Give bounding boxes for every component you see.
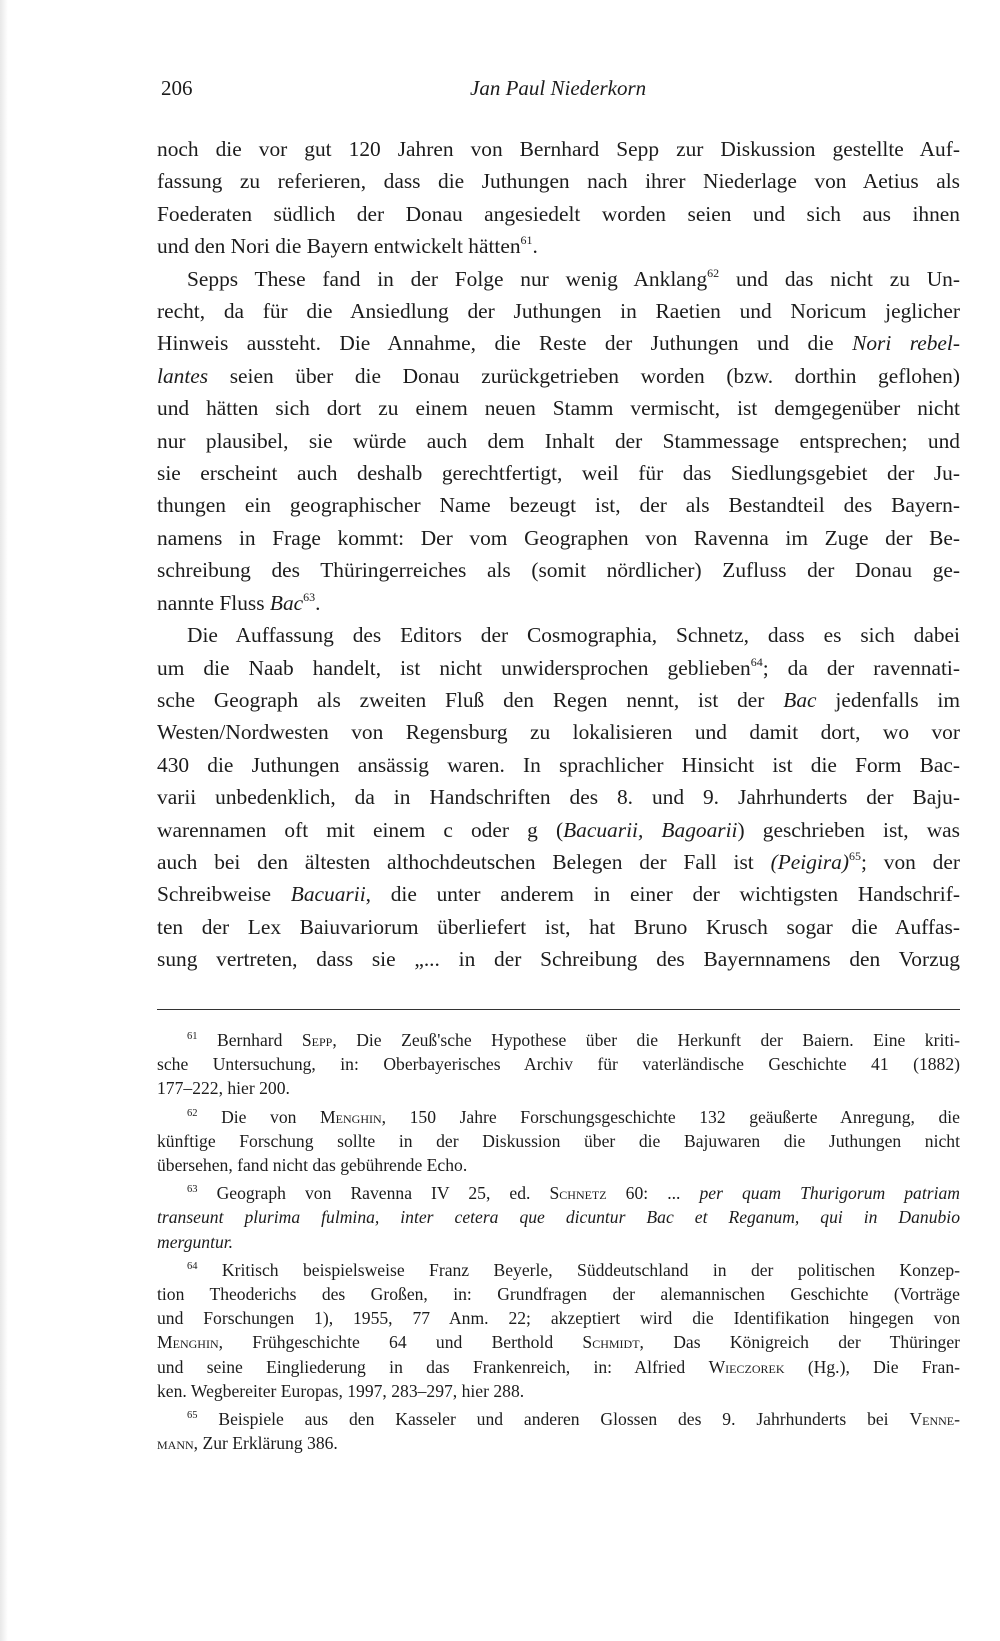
footnote-line: $^{64}$ Kritisch beispielsweise Franz Beyerle, Süddeutschland in der politischen Konzep- xyxy=(187,1259,961,1280)
text-line: ten der Lex Baiuvariorum überliefert ist, hat Bruno Krusch sogar die Auffas- xyxy=(157,914,960,939)
footnote-line: $^{61}$ Bernhard Sepp, Die Zeuß'sche Hypothese über die Herkunft der Baiern. Eine kriti- xyxy=(187,1030,960,1050)
text-line: fassung zu referieren, dass die Juthungen nach ihrer Niederlage von Aetius als xyxy=(157,169,960,194)
footnote-62 xyxy=(157,1105,960,1178)
main-text xyxy=(157,133,960,976)
text-line: varii unbedenklich, da in Handschriften des 8. und 9. Jahrhunderts der Baju- xyxy=(157,785,960,810)
footnote-ref-63[interactable]: 63 xyxy=(303,589,316,604)
text-line: Hinweis aussteht. Die Annahme, die Reste der Juthungen und die Nori rebel- xyxy=(157,331,960,356)
text-line: Sepps These fand in der Folge nur wenig Anklang$^{62}$ und das nicht zu Un- xyxy=(187,265,960,291)
footnote-number: 61 xyxy=(187,1031,198,1042)
footnote-line: $^{63}$ Geograph von Ravenna IV 25, ed. Schnetz 60: ... per quam Thurigorum patriam xyxy=(187,1183,960,1204)
text-line: sie erscheint auch deshalb gerechtfertigt, weil für das Siedlungsgebiet der Ju- xyxy=(157,461,960,486)
footnotes xyxy=(157,1028,960,1459)
text-line: namens in Frage kommt: Der vom Geographen von Ravenna im Zuge der Be- xyxy=(157,525,960,550)
text-line: nannte Fluss Bac$^{63}$. xyxy=(157,589,321,615)
footnote-ref-62[interactable]: 62 xyxy=(707,265,720,280)
text-line: sche Geograph als zweiten Fluß den Regen nennt, ist der Bac jedenfalls im xyxy=(157,687,960,712)
text-line: schreibung des Thüringerreiches als (somit nördlicher) Zufluss der Donau ge- xyxy=(157,558,960,583)
paragraph-3 xyxy=(157,619,960,975)
footnote-line: $^{65}$ Beispiele aus den Kasseler und anderen Glossen des 9. Jahrhunderts bei Venne- xyxy=(187,1409,960,1430)
footnote-line: $^{62}$ Die von Menghin, 150 Jahre Forschungsgeschichte 132 geäußerte Anregung, die xyxy=(187,1106,960,1127)
text-line: um die Naab handelt, ist nicht unwidersprochen geblieben$^{64}$; da der ravennati- xyxy=(157,654,960,680)
footnote-line: und seine Eingliederung in das Frankenreich, in: Alfried Wieczorek (Hg.), Die Fran- xyxy=(157,1356,960,1377)
footnote-line: Menghin, Frühgeschichte 64 und Berthold Schmidt, Das Königreich der Thüringer xyxy=(157,1332,960,1353)
text-line: warennamen oft mit einem c oder g (Bacuarii, Bagoarii) geschrieben ist, was xyxy=(157,817,960,842)
footnote-line: 177–222, hier 200. xyxy=(157,1078,290,1099)
paragraph-2 xyxy=(157,263,960,619)
text-line: Schreibweise Bacuarii, die unter anderem in einer der wichtigsten Handschrif- xyxy=(157,882,960,907)
page-number: 206 xyxy=(161,76,193,100)
page-header xyxy=(161,76,961,106)
footnote-line: künftige Forschung sollte in der Diskussion über die Bajuwaren die Juthungen nicht xyxy=(157,1130,960,1151)
footnote-line: mann, Zur Erklärung 386. xyxy=(157,1433,338,1454)
paragraph-1 xyxy=(157,133,960,263)
footnote-line: und Forschungen 1), 1955, 77 Anm. 22; akzeptiert wird die Identifikation hingegen von xyxy=(157,1308,960,1329)
footnote-number: 64 xyxy=(187,1260,198,1272)
text-line: 430 die Juthungen ansässig waren. In sprachlicher Hinsicht ist die Form Bac- xyxy=(157,752,960,777)
text-line: und hätten sich dort zu einem neuen Stamm vermischt, ist demgegenüber nicht xyxy=(157,396,960,421)
footnote-ref-64[interactable]: 64 xyxy=(750,654,763,669)
text-line: sung vertreten, dass sie „... in der Schreibung des Bayernnamens den Vorzug xyxy=(157,947,960,972)
footnote-number: 62 xyxy=(187,1107,198,1119)
text-line: Die Auffassung des Editors der Cosmographia, Schnetz, dass es sich dabei xyxy=(187,623,960,648)
footnote-line: tion Theoderichs des Großen, in: Grundfragen der alemannischen Geschichte (Vorträge xyxy=(157,1284,960,1305)
text-line: auch bei den ältesten althochdeutschen Belegen der Fall ist (Peigira)$^{65}$; von der xyxy=(157,848,961,874)
text-line: thungen ein geographischer Name bezeugt ist, der als Bestandteil des Bayern- xyxy=(157,493,960,518)
footnote-line: merguntur. xyxy=(157,1231,234,1252)
running-head-author: Jan Paul Niederkorn xyxy=(470,76,647,100)
footnote-61 xyxy=(157,1028,960,1101)
footnote-63 xyxy=(157,1181,960,1254)
footnote-line: transeunt plurima fulmina, inter cetera que dicuntur Bac et Reganum, qui in Danubio xyxy=(157,1207,960,1228)
footnote-number: 63 xyxy=(187,1184,198,1196)
footnote-65 xyxy=(157,1407,960,1455)
footnote-line: übersehen, fand nicht das gebührende Echo. xyxy=(157,1155,468,1176)
text-line: lantes seien über die Donau zurückgetrieben worden (bzw. dorthin geflohen) xyxy=(157,363,960,388)
text-line: Westen/Nordwesten von Regensburg zu lokalisieren und damit dort, wo vor xyxy=(157,720,960,745)
footnote-ref-65[interactable]: 65 xyxy=(849,848,861,863)
text-line: noch die vor gut 120 Jahren von Bernhard Sepp zur Diskussion gestellte Auf- xyxy=(157,137,960,161)
footnote-separator xyxy=(157,1009,960,1010)
text-line: nur plausibel, sie würde auch dem Inhalt der Stammessage entsprechen; und xyxy=(157,428,960,453)
footnote-line: ken. Wegbereiter Europas, 1997, 283–297, hier 288. xyxy=(157,1380,525,1401)
footnote-number: 65 xyxy=(187,1410,198,1422)
footnote-ref-61[interactable]: 61 xyxy=(520,233,533,248)
text-line: und den Nori die Bayern entwickelt hätten$^{61}$. xyxy=(157,233,538,259)
footnote-64 xyxy=(157,1258,960,1403)
text-line: recht, da für die Ansiedlung der Juthungen in Raetien und Noricum jeglicher xyxy=(157,299,960,324)
text-line: Foederaten südlich der Donau angesiedelt worden seien und sich aus ihnen xyxy=(157,201,960,226)
footnote-line: sche Untersuchung, in: Oberbayerisches Archiv für vaterländische Geschichte 41 (1882) xyxy=(157,1054,960,1075)
